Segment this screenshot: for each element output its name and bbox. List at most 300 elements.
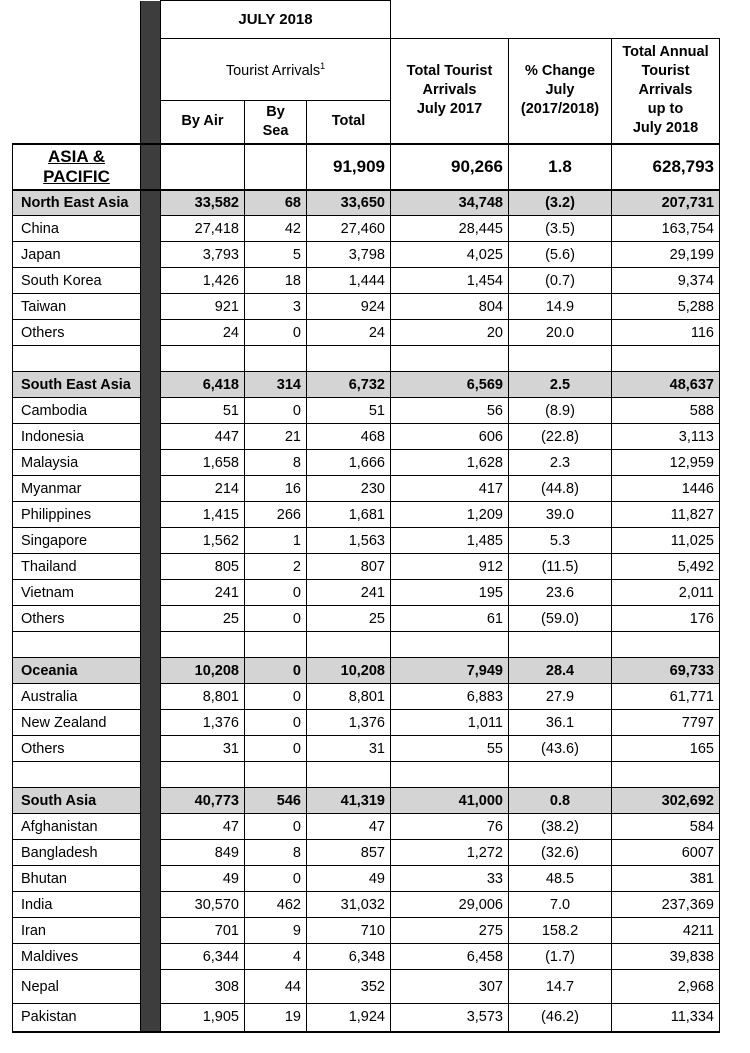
country-row — [13, 424, 720, 450]
cell-air: 3,793 — [161, 242, 245, 268]
total-2017-header — [391, 39, 509, 144]
cell-sea: 0 — [245, 866, 307, 892]
country-name: Philippines — [13, 502, 141, 528]
dark-separator-bar — [141, 840, 161, 866]
cell-sea: 0 — [245, 658, 307, 684]
cell-t2017 — [391, 632, 509, 658]
tourist-arrivals-header — [161, 39, 391, 101]
country-name: Australia — [13, 684, 141, 710]
cell-air: 214 — [161, 476, 245, 502]
cell-total: 1,666 — [307, 450, 391, 476]
cell-sea: 462 — [245, 892, 307, 918]
country-name — [13, 632, 141, 658]
region-name: South Asia — [13, 788, 141, 814]
cell-sea: 9 — [245, 918, 307, 944]
cell-air: 27,418 — [161, 216, 245, 242]
cell-total — [307, 632, 391, 658]
cell-air: 849 — [161, 840, 245, 866]
country-row — [13, 684, 720, 710]
country-name: South Korea — [13, 268, 141, 294]
total-annual-header-l2: Tourist — [641, 63, 690, 80]
cell-pct: (22.8) — [509, 424, 612, 450]
dark-separator-bar — [141, 710, 161, 736]
country-name: Others — [13, 606, 141, 632]
dark-separator-bar — [141, 580, 161, 606]
header-spacer — [13, 1, 141, 39]
cell-total: 1,681 — [307, 502, 391, 528]
cell-total: 807 — [307, 554, 391, 580]
country-row — [13, 450, 720, 476]
dark-separator-bar — [141, 788, 161, 814]
cell-pct: (32.6) — [509, 840, 612, 866]
pct-change-header — [509, 39, 612, 144]
cell-annual: 176 — [612, 606, 720, 632]
cell-annual: 11,334 — [612, 1004, 720, 1032]
cell-total: 41,319 — [307, 788, 391, 814]
cell-t2017: 28,445 — [391, 216, 509, 242]
cell-total: 6,348 — [307, 944, 391, 970]
country-row — [13, 970, 720, 1004]
cell-air: 1,658 — [161, 450, 245, 476]
cell-air — [161, 346, 245, 372]
cell-annual: 3,113 — [612, 424, 720, 450]
country-row — [13, 580, 720, 606]
cell-total: 1,924 — [307, 1004, 391, 1032]
dark-separator-bar — [141, 684, 161, 710]
country-name: Maldives — [13, 944, 141, 970]
country-row — [13, 736, 720, 762]
cell-air: 49 — [161, 866, 245, 892]
cell-total: 24 — [307, 320, 391, 346]
country-name: Afghanistan — [13, 814, 141, 840]
cell-pct: (43.6) — [509, 736, 612, 762]
region-name: North East Asia — [13, 190, 141, 216]
country-name: Thailand — [13, 554, 141, 580]
dark-separator-bar — [141, 450, 161, 476]
cell-pct: (59.0) — [509, 606, 612, 632]
country-row — [13, 840, 720, 866]
dark-separator-bar — [141, 190, 161, 216]
cell-annual: 61,771 — [612, 684, 720, 710]
country-row — [13, 866, 720, 892]
cell-annual — [612, 346, 720, 372]
country-row — [13, 1004, 720, 1032]
total-annual-header-l3: Arrivals — [638, 82, 693, 99]
dark-separator-bar — [141, 268, 161, 294]
cell-air: 47 — [161, 814, 245, 840]
cell-air: 10,208 — [161, 658, 245, 684]
country-row — [13, 814, 720, 840]
cell-annual: 5,288 — [612, 294, 720, 320]
cell-air: 33,582 — [161, 190, 245, 216]
dark-separator-bar — [141, 606, 161, 632]
cell-annual: 4211 — [612, 918, 720, 944]
cell-pct: 27.9 — [509, 684, 612, 710]
country-row — [13, 944, 720, 970]
cell-annual: 584 — [612, 814, 720, 840]
cell-sea: 8 — [245, 450, 307, 476]
dark-separator-bar — [141, 944, 161, 970]
cell-t2017: 6,883 — [391, 684, 509, 710]
dark-separator-bar — [141, 346, 161, 372]
country-name: New Zealand — [13, 710, 141, 736]
cell-total: 8,801 — [307, 684, 391, 710]
country-row — [13, 892, 720, 918]
cell-annual: 9,374 — [612, 268, 720, 294]
cell-t2017: 76 — [391, 814, 509, 840]
dark-separator-bar — [141, 918, 161, 944]
dark-separator-bar — [141, 144, 161, 190]
cell-t2017: 195 — [391, 580, 509, 606]
cell-t2017: 41,000 — [391, 788, 509, 814]
cell-total: 1,376 — [307, 710, 391, 736]
country-row — [13, 216, 720, 242]
country-name: Vietnam — [13, 580, 141, 606]
country-name — [13, 346, 141, 372]
cell-t2017: 33 — [391, 866, 509, 892]
cell-t2017: 1,485 — [391, 528, 509, 554]
cell-annual: 237,369 — [612, 892, 720, 918]
country-name: Pakistan — [13, 1004, 141, 1032]
cell-sea: 4 — [245, 944, 307, 970]
cell-total: 6,732 — [307, 372, 391, 398]
cell-t2017 — [391, 762, 509, 788]
country-row — [13, 554, 720, 580]
cell-annual: 588 — [612, 398, 720, 424]
country-name: Others — [13, 320, 141, 346]
total-2017-header-l1: Total Tourist — [406, 63, 493, 80]
cell-sea: 1 — [245, 528, 307, 554]
cell-total: 51 — [307, 398, 391, 424]
cell-total: 31 — [307, 736, 391, 762]
cell-sea — [245, 346, 307, 372]
total-annual-header-l5: July 2018 — [632, 120, 699, 137]
country-row — [13, 268, 720, 294]
header-spacer — [13, 39, 141, 101]
cell-air: 447 — [161, 424, 245, 450]
header-spacer-right — [391, 1, 720, 39]
cell-air: 40,773 — [161, 788, 245, 814]
cell-air: 805 — [161, 554, 245, 580]
asia-pacific-label — [13, 144, 141, 190]
cell-t2017: 1,011 — [391, 710, 509, 736]
cell-t2017: 6,458 — [391, 944, 509, 970]
dark-separator-bar — [141, 424, 161, 450]
cell-annual — [612, 632, 720, 658]
country-row — [13, 502, 720, 528]
cell-sea: 0 — [245, 684, 307, 710]
cell-pct: 20.0 — [509, 320, 612, 346]
cell-annual: 7797 — [612, 710, 720, 736]
cell-annual: 11,025 — [612, 528, 720, 554]
dark-separator-bar — [141, 970, 161, 1004]
cell-total: 27,460 — [307, 216, 391, 242]
cell-sea: 546 — [245, 788, 307, 814]
cell-air — [161, 762, 245, 788]
cell-annual: 5,492 — [612, 554, 720, 580]
cell-total: 3,798 — [307, 242, 391, 268]
cell-air: 6,418 — [161, 372, 245, 398]
cell-t2017: 1,454 — [391, 268, 509, 294]
dark-separator-bar — [141, 320, 161, 346]
footnote-marker: 1 — [320, 60, 326, 71]
cell-air: 30,570 — [161, 892, 245, 918]
cell-annual: 2,968 — [612, 970, 720, 1004]
country-row — [13, 320, 720, 346]
cell-sea: 0 — [245, 606, 307, 632]
cell-air: 1,376 — [161, 710, 245, 736]
blank-row — [13, 632, 720, 658]
region-row — [13, 372, 720, 398]
country-name: India — [13, 892, 141, 918]
cell-t2017 — [391, 346, 509, 372]
dark-separator-bar — [141, 762, 161, 788]
cell-air: 308 — [161, 970, 245, 1004]
tourist-arrivals-label: Tourist Arrivals — [225, 62, 321, 79]
cell-sea: 0 — [245, 398, 307, 424]
cell-total — [307, 762, 391, 788]
cell-annual: 29,199 — [612, 242, 720, 268]
by-sea-header-l1: By — [266, 103, 285, 120]
dark-separator-bar — [141, 398, 161, 424]
cell-t2017: 34,748 — [391, 190, 509, 216]
cell-pct: 28.4 — [509, 658, 612, 684]
total-2017-header-l2: Arrivals — [422, 82, 477, 99]
asia-pacific-pct-change: 1.8 — [509, 144, 612, 190]
dark-separator-bar — [141, 528, 161, 554]
cell-annual: 207,731 — [612, 190, 720, 216]
dark-separator-bar — [141, 658, 161, 684]
cell-pct: 5.3 — [509, 528, 612, 554]
cell-air: 31 — [161, 736, 245, 762]
country-name: Nepal — [13, 970, 141, 1004]
country-row — [13, 710, 720, 736]
cell-annual: 1446 — [612, 476, 720, 502]
cell-pct: (46.2) — [509, 1004, 612, 1032]
cell-air: 51 — [161, 398, 245, 424]
cell-total: 710 — [307, 918, 391, 944]
cell-pct: 2.5 — [509, 372, 612, 398]
cell-total: 1,563 — [307, 528, 391, 554]
dark-separator-bar — [141, 294, 161, 320]
dark-separator-bar — [141, 242, 161, 268]
cell-pct: 158.2 — [509, 918, 612, 944]
asia-pacific-air — [161, 144, 245, 190]
region-row — [13, 190, 720, 216]
by-sea-header-l2: Sea — [262, 122, 289, 139]
cell-annual: 163,754 — [612, 216, 720, 242]
cell-air: 24 — [161, 320, 245, 346]
blank-row — [13, 762, 720, 788]
dark-separator-bar — [141, 216, 161, 242]
country-name: Taiwan — [13, 294, 141, 320]
cell-pct — [509, 632, 612, 658]
cell-t2017: 1,628 — [391, 450, 509, 476]
cell-sea: 42 — [245, 216, 307, 242]
cell-sea: 18 — [245, 268, 307, 294]
cell-annual: 11,827 — [612, 502, 720, 528]
pct-change-header-l3: (2017/2018) — [520, 101, 600, 118]
cell-total: 230 — [307, 476, 391, 502]
asia-pacific-label-l1: ASIA & — [48, 146, 105, 166]
cell-annual: 39,838 — [612, 944, 720, 970]
cell-pct — [509, 762, 612, 788]
cell-t2017: 7,949 — [391, 658, 509, 684]
by-air-header: By Air — [161, 101, 245, 144]
cell-t2017: 61 — [391, 606, 509, 632]
cell-sea: 0 — [245, 736, 307, 762]
country-name: Japan — [13, 242, 141, 268]
country-name: Myanmar — [13, 476, 141, 502]
cell-air: 241 — [161, 580, 245, 606]
cell-sea: 0 — [245, 710, 307, 736]
country-row — [13, 528, 720, 554]
dark-separator-bar — [141, 814, 161, 840]
asia-pacific-total-2017: 90,266 — [391, 144, 509, 190]
dark-separator-bar — [141, 502, 161, 528]
country-name: Cambodia — [13, 398, 141, 424]
cell-pct: 36.1 — [509, 710, 612, 736]
region-name: South East Asia — [13, 372, 141, 398]
country-row — [13, 606, 720, 632]
cell-total: 25 — [307, 606, 391, 632]
cell-sea: 16 — [245, 476, 307, 502]
cell-sea — [245, 762, 307, 788]
asia-pacific-total: 91,909 — [307, 144, 391, 190]
cell-annual: 381 — [612, 866, 720, 892]
pct-change-header-l2: July — [545, 82, 575, 99]
cell-annual: 165 — [612, 736, 720, 762]
cell-pct: 48.5 — [509, 866, 612, 892]
cell-t2017: 417 — [391, 476, 509, 502]
cell-pct: 0.8 — [509, 788, 612, 814]
cell-sea: 44 — [245, 970, 307, 1004]
dark-separator-bar — [141, 476, 161, 502]
cell-t2017: 1,272 — [391, 840, 509, 866]
cell-t2017: 4,025 — [391, 242, 509, 268]
by-sea-header — [245, 101, 307, 144]
cell-air: 1,905 — [161, 1004, 245, 1032]
dark-separator-bar — [141, 632, 161, 658]
cell-total: 47 — [307, 814, 391, 840]
country-name: Others — [13, 736, 141, 762]
cell-total: 10,208 — [307, 658, 391, 684]
cell-pct: (0.7) — [509, 268, 612, 294]
cell-pct: 23.6 — [509, 580, 612, 606]
cell-pct: (8.9) — [509, 398, 612, 424]
country-name: Iran — [13, 918, 141, 944]
cell-t2017: 1,209 — [391, 502, 509, 528]
total-annual-header — [612, 39, 720, 144]
dark-separator-bar — [141, 736, 161, 762]
country-name: Indonesia — [13, 424, 141, 450]
dark-separator-bar — [141, 554, 161, 580]
cell-pct: (3.5) — [509, 216, 612, 242]
cell-air: 921 — [161, 294, 245, 320]
asia-pacific-row — [13, 144, 720, 190]
cell-t2017: 29,006 — [391, 892, 509, 918]
cell-t2017: 20 — [391, 320, 509, 346]
country-row — [13, 476, 720, 502]
cell-sea: 3 — [245, 294, 307, 320]
cell-t2017: 912 — [391, 554, 509, 580]
asia-pacific-label-l2: PACIFIC — [43, 166, 110, 186]
asia-pacific-sea — [245, 144, 307, 190]
cell-sea: 266 — [245, 502, 307, 528]
cell-pct: 14.7 — [509, 970, 612, 1004]
cell-t2017: 606 — [391, 424, 509, 450]
cell-sea: 0 — [245, 814, 307, 840]
dark-separator-bar — [141, 892, 161, 918]
cell-total: 241 — [307, 580, 391, 606]
dark-separator-bar — [141, 372, 161, 398]
cell-sea: 19 — [245, 1004, 307, 1032]
cell-sea: 2 — [245, 554, 307, 580]
cell-pct — [509, 346, 612, 372]
country-row — [13, 294, 720, 320]
cell-pct: 14.9 — [509, 294, 612, 320]
country-name — [13, 762, 141, 788]
cell-air — [161, 632, 245, 658]
cell-air: 1,415 — [161, 502, 245, 528]
dark-separator-bar — [141, 866, 161, 892]
period-header: JULY 2018 — [161, 1, 391, 39]
cell-pct: (38.2) — [509, 814, 612, 840]
cell-t2017: 6,569 — [391, 372, 509, 398]
cell-t2017: 307 — [391, 970, 509, 1004]
cell-sea: 0 — [245, 320, 307, 346]
cell-annual: 69,733 — [612, 658, 720, 684]
cell-t2017: 804 — [391, 294, 509, 320]
tourist-arrivals-table — [12, 0, 720, 1033]
cell-annual: 116 — [612, 320, 720, 346]
cell-sea: 314 — [245, 372, 307, 398]
total-annual-header-l1: Total Annual — [622, 44, 709, 61]
region-row — [13, 788, 720, 814]
country-row — [13, 242, 720, 268]
cell-t2017: 3,573 — [391, 1004, 509, 1032]
total-header: Total — [307, 101, 391, 144]
country-row — [13, 398, 720, 424]
cell-sea: 21 — [245, 424, 307, 450]
dark-separator-bar — [141, 1004, 161, 1032]
cell-annual: 302,692 — [612, 788, 720, 814]
cell-annual: 6007 — [612, 840, 720, 866]
cell-air: 701 — [161, 918, 245, 944]
cell-total: 1,444 — [307, 268, 391, 294]
cell-t2017: 275 — [391, 918, 509, 944]
cell-air: 8,801 — [161, 684, 245, 710]
cell-pct: 2.3 — [509, 450, 612, 476]
cell-total: 31,032 — [307, 892, 391, 918]
cell-annual — [612, 762, 720, 788]
header-spacer — [13, 101, 141, 144]
cell-air: 1,426 — [161, 268, 245, 294]
blank-row — [13, 346, 720, 372]
cell-t2017: 56 — [391, 398, 509, 424]
cell-air: 1,562 — [161, 528, 245, 554]
cell-total — [307, 346, 391, 372]
country-row — [13, 918, 720, 944]
cell-pct: 7.0 — [509, 892, 612, 918]
dark-separator-bar — [141, 1, 161, 144]
cell-air: 6,344 — [161, 944, 245, 970]
region-name: Oceania — [13, 658, 141, 684]
cell-sea: 5 — [245, 242, 307, 268]
cell-pct: (1.7) — [509, 944, 612, 970]
pct-change-header-l1: % Change — [524, 63, 596, 80]
region-row — [13, 658, 720, 684]
